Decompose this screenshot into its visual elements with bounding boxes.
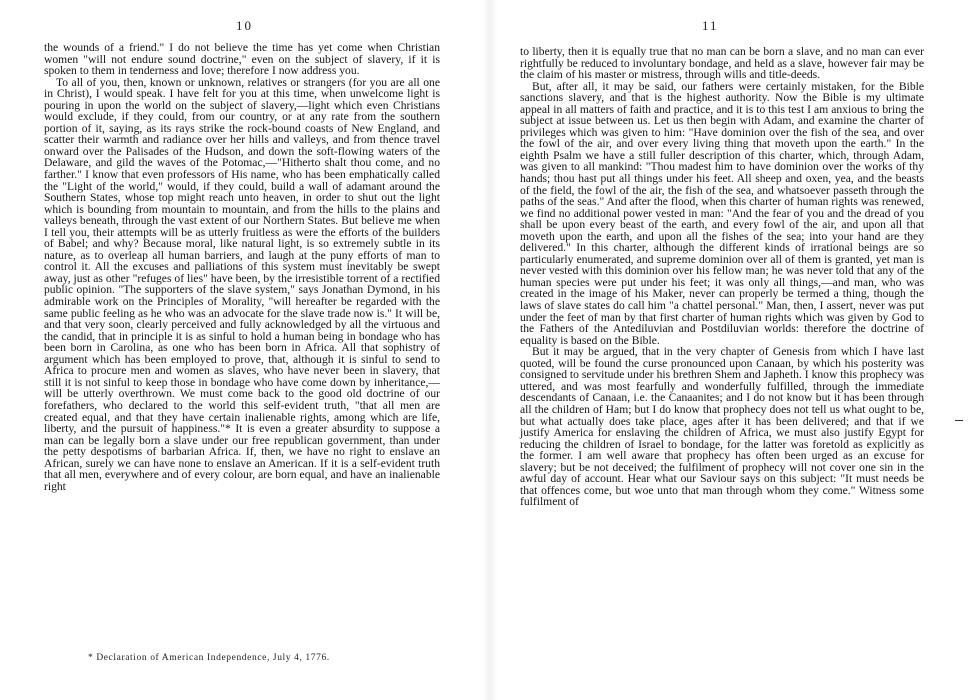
- right-paragraph-2: But, after all, it may be said, our fathers were certainly mistaken, for the Bible sanctions slavery, and that is the highest authority. Now the Bible is my ultimate appeal in all matters of faith and practice, and it is to this test I am anxious to bring the subject at issue between us. Let us then begin with Adam, and examine the charter of privileges which was given to him: "Have dominion over the fish of the sea, and over the fowl of the air, and over every living thing that moveth upon the earth." In the eighth Psalm we have a still fuller description of this charter, which, through Adam, was given to all mankind: "Thou madest him to have dominion over the works of thy hands; thou hast put all things under his feet. All sheep and oxen, yea, and the beasts of the field, the fowl of the air, the fish of the sea, and whatsoever passeth through the paths of the seas." And after the flood, when this charter of human rights was renewed, we find no additional power vested in man: "And the fear of you and the dread of you shall be upon every beast of the earth, and every fowl of the air, and upon all that moveth upon the earth, and upon all the fishes of the sea; into your hand are they delivered." In this charter, although the different kinds of irrational beings are so particularly enumerated, and supreme dominion over all of them is granted, yet man is never vested with this dominion over his fellow man; he was never told that any of the human species were put under his feet; it was only all things,—and man, who was created in the image of his Maker, never can properly be termed a thing, though the laws of slave states do call him "a chattel personal." Man, then, I assert, never was put under the feet of man by that first charter of human rights which was given by God to the Fathers of the Antediluvian and Postdiluvian worlds: therefore the doctrine of equality is based on the Bible.: [520, 79, 924, 347]
- left-paragraph-2: To all of you, then, known or unknown, relatives or strangers (for you are all one in Christ), I would speak. I have felt for you at this time, when unwelcome light is pouring in upon the world on the subject of slavery,—light which even Christians would exclude, if they could, from our country, or at any rate from the southern portion of it, saying, as its rays strike the rock-bound coasts of New England, and scatter their warmth and radiance over her hills and valleys, and from thence travel onward over the Palisades of the Hudson, and down the soft-flowing waters of the Delaware, and gild the waves of the Potomac,—"Hitherto shalt thou come, and no farther." I know that even professors of His name, who has been emphatically called the "Light of the world," would, if they could, build a wall of adamant around the Southern States, whose top might reach unto heaven, in order to shut out the light which is bounding from mountain to mountain, and from the hills to the plains and valleys beneath, through the vast extent of our Northern States. But believe me when I tell you, their attempts will be as utterly fruitless as were the efforts of the builders of Babel; and why? Because moral, like natural light, is so extremely subtle in its nature, as to overleap all human barriers, and laugh at the puny efforts of man to control it. All the excuses and palliations of this system must inevitably be swept away, just as other "refuges of lies" have been, by the irresistible torrent of a rectified public opinion. "The supporters of the slave system," says Jonathan Dymond, in his admirable work on the Principles of Morality, "will hereafter be regarded with the same public feeling as he who was an advocate for the slave trade now is." It will be, and that very soon, clearly perceived and fully acknowledged by all the virtuous and the candid, that in principle it is as sinful to hold a human being in bondage who has been born in Carolina, as one who has been born in Africa. All that sophistry of argument which has been employed to prove, that, although it is sinful to send to Africa to procure men and women as slaves, who have never been in slavery, that still it is not sinful to keep those in bondage who have come down by inheritance,—will be utterly overthrown. We must come back to the good old doctrine of our forefathers, who declared to the world this self-evident truth, "that all men are created equal, and that they have certain inalienable rights, among which are life, liberty, and the pursuit of happiness."* It is even a greater absurdity to suppose a man can be legally born a slave under our free republican government, than under the petty despotisms of barbarian Africa. If, then, we have no right to enslave an African, surely we can have none to enslave an American. If it is a self-evident truth that all men, everywhere and of every colour, are born equal, and have an inalienable right: [44, 75, 440, 493]
- left-footnote: * Declaration of American Independence, July 4, 1776.: [88, 653, 330, 663]
- right-page-number: 11: [702, 18, 719, 33]
- margin-mark: [955, 420, 963, 421]
- right-page-text: [520, 46, 924, 508]
- right-page: [490, 0, 980, 700]
- left-page-text: [44, 42, 440, 492]
- right-paragraph-1: to liberty, then it is equally true that no man can be born a slave, and no man can ever rightfully be reduced to involuntary bondage, and held as a slave, however fair may be the claim of his master or mistress, through wills and title-deeds.: [520, 45, 924, 82]
- left-paragraph-1: the wounds of a friend." I do not believe the time has yet come when Christian women "will not endure sound doctrine," even on the subject of slavery, if it is spoken to them in tenderness and love; therefore I now address you.: [44, 41, 440, 78]
- left-page-number: 10: [236, 18, 253, 33]
- right-paragraph-3: But it may be argued, that in the very chapter of Genesis from which I have last quoted, will be found the curse pronounced upon Canaan, by which his posterity was consigned to servitude under his brethren Shem and Japheth. I know this prophecy was uttered, and was most fearfully and wonderfully fulfilled, through the immediate descendants of Canaan, i.e. the Canaanites; and I do not know but it has been through all the children of Ham; but I do know that prophecy does not tell us what ought to be, but what actually does take place, ages after it has been delivered; and that if we justify America for enslaving the children of Africa, we must also justify Egypt for reducing the children of Israel to bondage, for the latter was foretold as explicitly as the former. I am well aware that prophecy has often been urged as an excuse for slavery; but be not deceived; the fulfilment of prophecy will not cover one sin in the awful day of account. Hear what our Saviour says on this subject: "It must needs be that offences come, but woe unto that man through whom they come." Witness some fulfilment of: [520, 345, 924, 509]
